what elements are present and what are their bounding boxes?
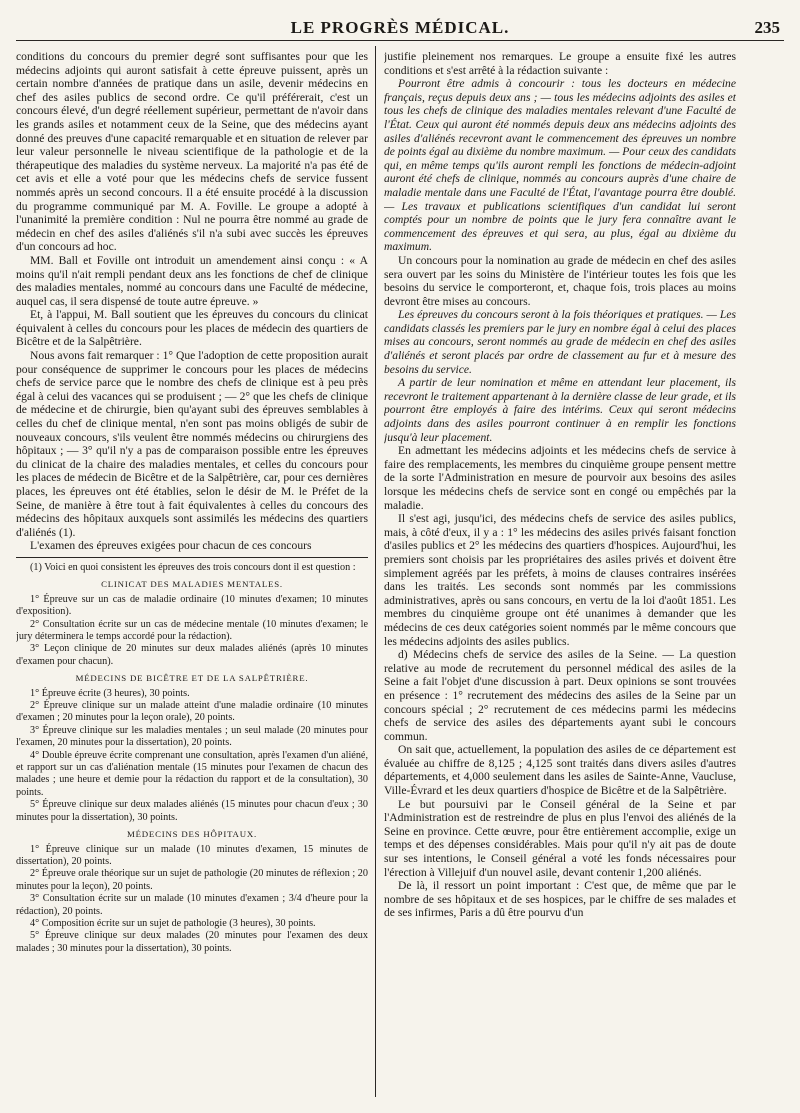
page-header — [16, 14, 784, 41]
footnote-section-title: MÉDECINS DES HÔPITAUX. — [126, 829, 258, 840]
journal-title: LE PROGRÈS MÉDICAL. — [290, 18, 510, 37]
column-divider — [375, 46, 376, 1097]
paragraph: Le but poursuivi par le Conseil général de la Seine et par l'Administration est de restreindre de plus en plus l'envoi des aliénés de la Seine en province. Cette œuvre, pour être entièrement accomplie, exige un temps et des dépenses considérables. Mais pour qu'il n'y ait pas de doute sur ses intentions, le Conseil général a voté les fonds nécessaires pour l'érection à Villejuif d'un nouvel asile, devant contenir 1,200 aliénés. — [384, 797, 736, 879]
footnote-item: 2° Épreuve clinique sur un malade atteint d'une maladie ordinaire (10 minutes d'examen ; 20 minutes pour la leçon orale), 20 points. — [16, 700, 368, 724]
paragraph: De là, il ressort un point important : C'est que, de même que par le nombre de ses hôpitaux et de ses hospices, par le chiffre de ses malades et de ses infirmes, Paris a dû être pourvu d'un — [384, 879, 736, 920]
footnote-section-title: CLINICAT DES MALADIES MENTALES. — [101, 579, 283, 590]
footnote-rule — [16, 557, 368, 558]
paragraph: MM. Ball et Foville ont introduit un amendement ainsi conçu : « A moins qu'il n'ait rempli pendant deux ans les fonctions de chef de clinique des maladies mentales, nommé au concours dans une Faculté de médecine, auquel cas, il sera dispensé de toute autre épreuve. » — [16, 253, 368, 308]
paragraph: Nous avons fait remarquer : 1° Que l'adoption de cette proposition aurait pour conséquence de supprimer le concours pour les places de médecins chefs de service parce que le nombre des chefs de clinique est à peu près égal à celui des vacances qui se produisent ; — 2° que les chefs de clinique de médecine et de chirurgie, bien qu'ayant subi des épreuves semblables à celles du chef de clinique mental, n'en sont pas moins obligés de subir de nouveaux concours, s'ils veulent être nommés médecins ou chirurgiens des hôpitaux ; — 3° qu'il n'y a pas de comparaison possible entre les épreuves du clinicat de la chaire des maladies mentales, et celles du concours pour les places de médecin de Bicêtre et de la Salpêtrière, car, pour ces dernières places, les épreuves ont été établies, selon le désir de M. le Préfet de la Seine, de manière à être tout à fait équivalentes à celles du concours des médecins des hôpitaux auxquels sont assimilés les médecins des quartiers d'aliénés (1). — [16, 349, 368, 539]
footnote-item: 3° Leçon clinique de 20 minutes sur deux malades aliénés (après 10 minutes d'examen pour chacun). — [16, 643, 368, 667]
left-column — [16, 50, 368, 1105]
footnote-section-title: MÉDECINS DE BICÊTRE ET DE LA SALPÊTRIÈRE. — [75, 673, 309, 684]
paragraph: Il s'est agi, jusqu'ici, des médecins chefs de service des asiles publics, mais, à côté d'eux, il y a : 1° les médecins des asiles privés faisant fonction d'asiles publics et 2° les médecins des quartiers d'hospices. Aujourd'hui, les premiers sont choisis par les propriétaires des asiles privés et doivent être simplement agréés par les préfets, à moins de clauses contraires insérées dans les traités. Les seconds sont nommés par les commissions administratives, après ou sans concours, en vertu de la loi d'août 1851. Les membres du cinquième groupe ont été unanimes à demander que les médecins de ces deux catégories soient nommés par le même concours que les médecins adjoints des asiles publics. — [384, 512, 736, 648]
paragraph: L'examen des épreuves exigées pour chacun de ces concours — [30, 539, 312, 553]
paragraph: justifie pleinement nos remarques. Le groupe a ensuite fixé les autres conditions et s'est arrêté à la rédaction suivante : — [384, 50, 736, 77]
right-column — [384, 50, 736, 1105]
paragraph: d) Médecins chefs de service des asiles de la Seine. — La question relative au mode de recrutement du personnel médical des asiles de la Seine a fait l'objet d'une discussion à part. Deux opinions se sont trouvées en présence : 1° recrutement des médecins des asiles de la Seine par un concours spécial ; 2° recrutement de ces médecins parmi les médecins chefs de service des asiles des départements ayant subi le concours commun. — [384, 648, 736, 743]
paragraph: Et, à l'appui, M. Ball soutient que les épreuves du concours du clinicat équivalent à celles du concours pour les places de médecin des quartiers de Bicêtre et de la Salpêtrière. — [16, 308, 368, 349]
quoted-program-text: Les épreuves du concours seront à la fois théoriques et pratiques. — Les candidats classés les premiers par le jury en nombre égal à celui des places mises au concours, seront nommés au grade de médecin en chef des asiles d'aliénés et seront placés par ordre de classement au fur et à mesure des besoins du service. — [384, 308, 736, 376]
footnote-item: 4° Double épreuve écrite comprenant une consultation, après l'examen d'un aliéné, et rapport sur un cas d'aliénation mentale (15 minutes pour l'examen de chacun des malades ; une heure et demie pour la rédaction du rapport et de la consultation), 30 points. — [16, 749, 368, 798]
paragraph: Un concours pour la nomination au grade de médecin en chef des asiles sera ouvert par les soins du Ministère de l'intérieur toutes les fois que les besoins du service le comporteront, et, chaque fois, trois places au moins devront être mises au concours. — [384, 253, 736, 308]
footnote — [16, 562, 368, 955]
footnote-item: 1° Épreuve écrite (3 heures), 30 points. — [30, 687, 190, 699]
footnote-item: 2° Consultation écrite sur un cas de médecine mentale (10 minutes d'examen; le jury déterminera le temps accordé pour la rédaction). — [16, 618, 368, 642]
footnote-item: 3° Consultation écrite sur un malade (10 minutes d'examen ; 3/4 d'heure pour la rédaction), 20 points. — [16, 893, 368, 917]
paragraph: En admettant les médecins adjoints et les médecins chefs de service à faire des remplacements, les membres du cinquième groupe pensent mettre de la sorte l'Administration en mesure de pourvoir aux besoins des asiles lorsque les médecins chefs de service sont en congé ou empêchés par la maladie. — [384, 444, 736, 512]
footnote-item: 4° Composition écrite sur un sujet de pathologie (3 heures), 30 points. — [30, 917, 316, 929]
footnote-item: 3° Épreuve clinique sur les maladies mentales ; un seul malade (20 minutes pour l'examen, 20 minutes pour la dissertation), 20 points. — [16, 724, 368, 749]
paragraph: On sait que, actuellement, la population des asiles de ce département est évaluée au chiffre de 8,125 ; 4,125 sont traités dans divers asiles d'autres départements, et 4,000 seulement dans les asiles de Sainte-Anne, Vaucluse, Ville-Évrard et les deux quartiers d'hospice de Bicêtre et de la Salpêtrière. — [384, 743, 736, 798]
quoted-program-text: A partir de leur nomination et même en attendant leur placement, ils recevront le traitement appartenant à la dernière classe de leur grade, et ils pourront être employés à faire des intérims. Ceux qui seront médecins adjoints dans des asiles pourront continuer à en remplir les fonctions jusqu'à leur placement. — [384, 376, 736, 444]
footnote-item: 1° Épreuve sur un cas de maladie ordinaire (10 minutes d'examen; 10 minutes d'exposition). — [16, 593, 368, 618]
page-number: 235 — [754, 18, 780, 37]
paragraph: conditions du concours du premier degré sont suffisantes pour que les médecins adjoints qui auront satisfait à cette épreuve puissent, après un certain nombre d'années de pratique dans un asile, devenir médecins en chef des asiles publics de second ordre. Ce qu'il préférerait, c'est un concours élevé, d'un degré réellement supérieur, permettant de n'avoir dans les grands asiles et notamment ceux de la Seine, que des médecins ayant donné des preuves d'une capacité remarquable et en situation de relever par leur valeur personnelle le niveau scientifique de la pathologie et de la thérapeutique des maladies du système nerveux. La majorité n'a pas été de cet avis et elle a voté pour que les médecins chefs de service fussent nommés après un second concours. Il a été ensuite procédé à la discussion du programme communiqué par M. A. Foville. Le groupe a adopté à l'unanimité la première condition : Nul ne pourra être nommé au grade de médecin en chef des asiles d'aliénés s'il n'a subi avec succès les épreuves d'un concours ad hoc. — [16, 50, 368, 254]
footnote-intro: (1) Voici en quoi consistent les épreuves des trois concours dont il est question : — [30, 561, 356, 573]
footnote-item: 5° Épreuve clinique sur deux malades (20 minutes pour l'examen des deux malades ; 30 minutes pour la dissertation), 30 points. — [16, 930, 368, 954]
quoted-program-text: Pourront être admis à concourir : tous les docteurs en médecine français, reçus depuis deux ans ; — tous les médecins adjoints des asiles et tous les chefs de clinique des maladies mentales relevant d'une Faculté de l'État. Ceux qui auront été nommés depuis deux ans médecins adjoints des asiles d'aliénés recevront avant le commencement des épreuves un nombre de points égal au dixième du nombre maximum. — Pour ceux des candidats qui, en même temps qu'ils auront rempli les fonctions de médecin-adjoint auront été chefs de clinique, nommés au concours auprès d'une chaire de maladie mentale dans une Faculté de l'État, l'avantage pourra être doublé. — Les travaux et publications scientifiques d'un candidat lui seront comptés pour un nombre de points que le jury fera connaître avant le commencement des épreuves et qui sera, au plus, égal au dixième du maximum. — [384, 77, 736, 254]
footnote-item: 1° Épreuve clinique sur un malade (10 minutes d'examen, 15 minutes de dissertation), 20 points. — [16, 843, 368, 867]
footnote-item: 2° Épreuve orale théorique sur un sujet de pathologie (20 minutes de réflexion ; 20 minutes pour la leçon), 20 points. — [16, 868, 368, 892]
footnote-item: 5° Épreuve clinique sur deux malades aliénés (15 minutes pour chacun d'eux ; 30 minutes pour la dissertation), 30 points. — [16, 799, 368, 823]
